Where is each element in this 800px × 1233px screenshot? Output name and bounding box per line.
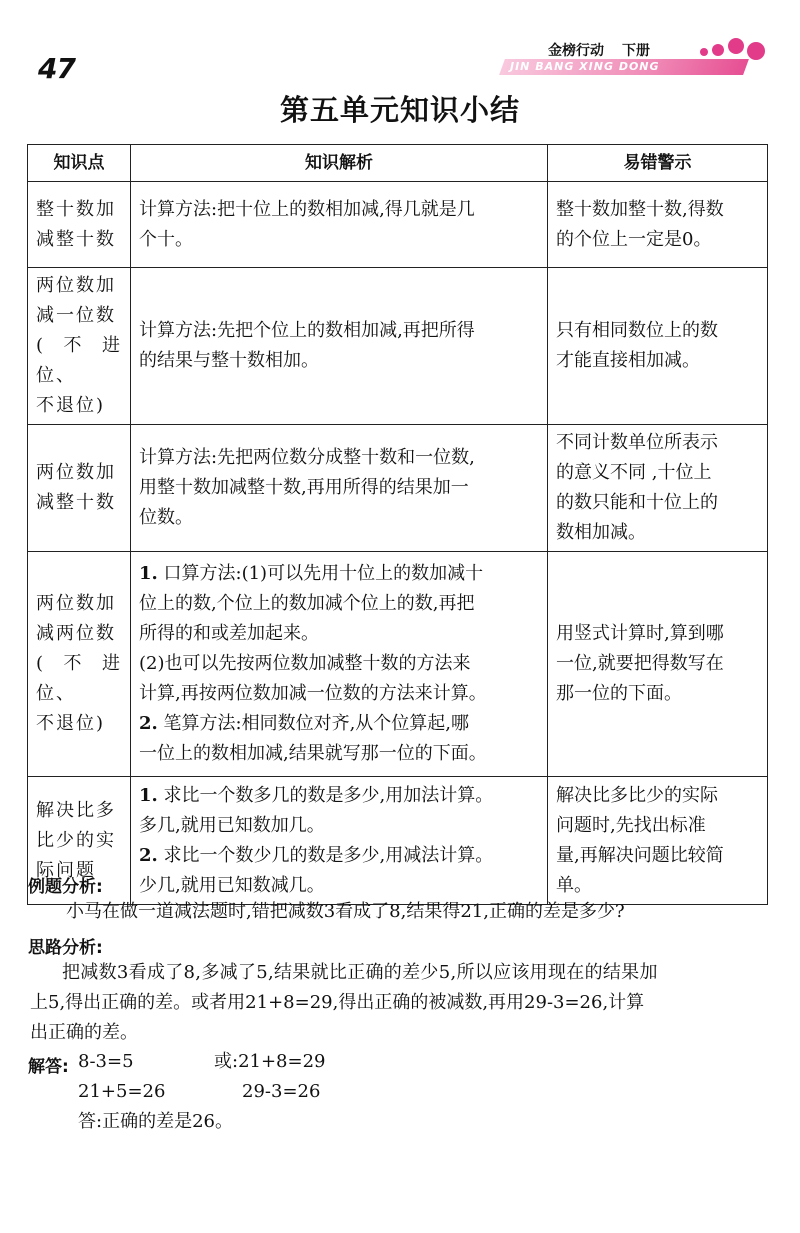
column-header: 知识点 bbox=[28, 145, 131, 182]
topic-cell bbox=[28, 425, 131, 552]
page-number: 47 bbox=[38, 52, 75, 85]
topic-line: 不退位) bbox=[36, 395, 106, 416]
column-header: 知识解析 bbox=[131, 145, 548, 182]
topic-line: 解决比多 bbox=[36, 799, 116, 821]
analysis-cell bbox=[131, 552, 548, 777]
brand-title bbox=[548, 40, 650, 60]
warning-line: 问题时,先找出标准 bbox=[556, 814, 706, 836]
topic-line: 整十数加 bbox=[36, 198, 116, 220]
warning-line: 整十数加整十数,得数 bbox=[556, 198, 724, 220]
topic-line: 际问题 bbox=[36, 859, 96, 881]
topic-line: (不进位、 bbox=[36, 653, 122, 704]
analysis-line: 多几,就用已知数加几。 bbox=[139, 814, 325, 836]
page-title: 第五单元知识小结 bbox=[279, 93, 520, 127]
analysis-line: 所得的和或差加起来。 bbox=[139, 623, 319, 644]
topic-line: 减一位数 bbox=[36, 305, 116, 326]
warning-line: 一位,就要把得数写在 bbox=[556, 653, 724, 674]
analysis-line: 计算,再按两位数加减一位数的方法来计算。 bbox=[139, 683, 487, 704]
topic-line: 两位数加 bbox=[36, 462, 116, 483]
warning-cell bbox=[548, 777, 768, 905]
topic-line: 减整十数 bbox=[36, 228, 116, 250]
list-number: 2. bbox=[139, 844, 158, 866]
warning-line: 数相加减。 bbox=[556, 522, 646, 543]
answer-label: 解答: bbox=[28, 1057, 69, 1077]
warning-line: 的个位上一定是0。 bbox=[556, 228, 712, 250]
thinking-line: 出正确的差。 bbox=[30, 1022, 138, 1043]
example-text: 小马在做一道减法题时,错把减数3看成了8,结果得21,正确的差是多少? bbox=[66, 901, 625, 922]
warning-line: 不同计数单位所表示 bbox=[556, 432, 718, 453]
brand-title-left: 金榜行动 bbox=[548, 43, 604, 59]
analysis-line: 位数。 bbox=[139, 507, 193, 528]
decor-dot-icon bbox=[747, 42, 765, 60]
warning-line: 的数只能和十位上的 bbox=[556, 492, 718, 513]
analysis-line: 位上的数,个位上的数加减个位上的数,再把 bbox=[139, 593, 475, 614]
answer-equation: 21+5=26 bbox=[78, 1081, 166, 1102]
topic-line: 比少的实 bbox=[36, 829, 116, 851]
topic-line: 两位数加 bbox=[36, 275, 116, 296]
list-number: 1. bbox=[139, 784, 158, 806]
analysis-cell bbox=[131, 777, 548, 905]
topic-cell bbox=[28, 182, 131, 268]
warning-line: 解决比多比少的实际 bbox=[556, 784, 718, 806]
warning-line: 量,再解决问题比较简 bbox=[556, 844, 724, 866]
analysis-line: 个十。 bbox=[139, 228, 193, 250]
analysis-cell bbox=[131, 182, 548, 268]
topic-line: 减两位数 bbox=[36, 623, 116, 644]
analysis-cell bbox=[131, 268, 548, 425]
analysis-line: 少几,就用已知数减几。 bbox=[139, 874, 325, 896]
analysis-line: (2)也可以先按两位数加减整十数的方法来 bbox=[139, 653, 471, 674]
table-row bbox=[28, 552, 768, 777]
list-number: 1. bbox=[139, 563, 158, 584]
warning-cell bbox=[548, 425, 768, 552]
analysis-line: 用整十数加减整十数,再用所得的结果加一 bbox=[139, 477, 469, 498]
answer-equation: 8-3=5 bbox=[78, 1051, 134, 1072]
warning-line: 只有相同数位上的数 bbox=[556, 320, 718, 341]
analysis-line: 计算方法:先把个位上的数相加减,再把所得 bbox=[139, 320, 475, 341]
column-header: 易错警示 bbox=[548, 145, 768, 182]
warning-cell bbox=[548, 268, 768, 425]
analysis-line: 2. 笔算方法:相同数位对齐,从个位算起,哪 bbox=[139, 713, 470, 734]
knowledge-summary-table bbox=[27, 144, 768, 905]
analysis-line: 计算方法:把十位上的数相加减,得几就是几 bbox=[139, 198, 475, 220]
table-row bbox=[28, 268, 768, 425]
topic-line: (不进位、 bbox=[36, 335, 122, 386]
answer-equation-alt: 或:21+8=29 bbox=[214, 1051, 326, 1072]
warning-cell bbox=[548, 182, 768, 268]
warning-line: 单。 bbox=[556, 874, 592, 896]
table-header-row bbox=[28, 145, 768, 182]
answer-conclusion: 答:正确的差是26。 bbox=[78, 1111, 233, 1132]
analysis-line: 计算方法:先把两位数分成整十数和一位数, bbox=[139, 447, 475, 468]
analysis-line: 1. 求比一个数多几的数是多少,用加法计算。 bbox=[139, 784, 494, 806]
warning-line: 才能直接相加减。 bbox=[556, 350, 700, 371]
topic-cell bbox=[28, 552, 131, 777]
thinking-line: 把减数3看成了8,多减了5,结果就比正确的差少5,所以应该用现在的结果加 bbox=[62, 962, 658, 983]
decor-dot-icon bbox=[700, 48, 708, 56]
warning-line: 的意义不同 ,十位上 bbox=[556, 462, 712, 483]
decor-dot-icon bbox=[728, 38, 744, 54]
brand-title-right: 下册 bbox=[622, 43, 650, 59]
table-row bbox=[28, 182, 768, 268]
analysis-line: 1. 口算方法:(1)可以先用十位上的数加减十 bbox=[139, 563, 484, 584]
analysis-line: 的结果与整十数相加。 bbox=[139, 350, 319, 371]
thinking-label: 思路分析: bbox=[28, 938, 103, 958]
warning-line: 那一位的下面。 bbox=[556, 683, 682, 704]
warning-line: 用竖式计算时,算到哪 bbox=[556, 623, 724, 644]
topic-line: 不退位) bbox=[36, 713, 106, 734]
list-number: 2. bbox=[139, 713, 158, 734]
thinking-line: 上5,得出正确的差。或者用21+8=29,得出正确的被减数,再用29-3=26,计算 bbox=[30, 992, 645, 1013]
decor-dot-icon bbox=[712, 44, 724, 56]
analysis-line: 一位上的数相加减,结果就写那一位的下面。 bbox=[139, 743, 487, 764]
table-row bbox=[28, 425, 768, 552]
topic-line: 两位数加 bbox=[36, 593, 116, 614]
brand-banner bbox=[500, 34, 770, 84]
answer-equation-alt: 29-3=26 bbox=[242, 1081, 321, 1102]
warning-cell bbox=[548, 552, 768, 777]
analysis-line: 2. 求比一个数少几的数是多少,用减法计算。 bbox=[139, 844, 494, 866]
table-row bbox=[28, 777, 768, 905]
example-label: 例题分析: bbox=[28, 877, 103, 897]
brand-subtitle: JIN BANG XING DONG bbox=[510, 60, 660, 73]
topic-line: 减整十数 bbox=[36, 492, 116, 513]
analysis-cell bbox=[131, 425, 548, 552]
topic-cell bbox=[28, 268, 131, 425]
